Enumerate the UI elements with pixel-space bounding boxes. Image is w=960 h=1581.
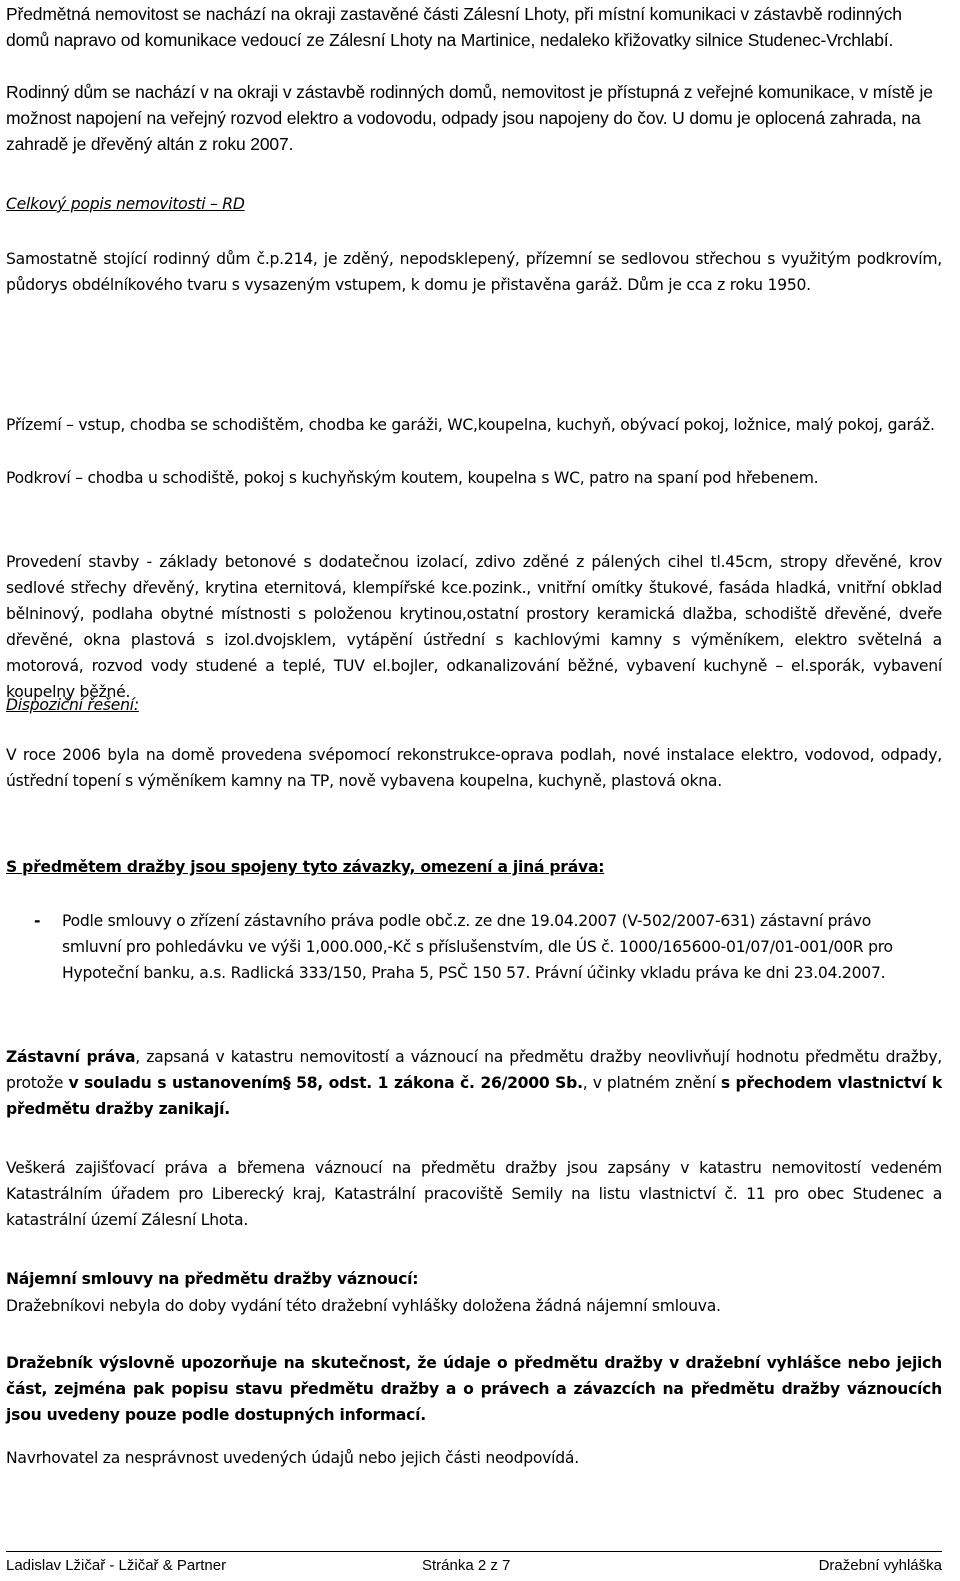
page-footer bbox=[6, 1551, 942, 1576]
lease-text: Dražebníkovi nebyla do doby vydání této dražební vyhlášky doložena žádná nájemní smlouva. bbox=[6, 1297, 721, 1315]
house-access-paragraph: Rodinný dům se nachází v na okraji v zástavbě rodinných domů, nemovitost je přístupná z veřejné komunikace, v místě je možnost napojení na veřejný rozvod elektro a vodovodu, odpady jsou napojeny do čov. U domu je oplocená zahrada, na zahradě je dřevěný altán z roku 2007. bbox=[6, 82, 933, 154]
reconstruction-paragraph: V roce 2006 byla na domě provedena svépomocí rekonstrukce-oprava podlah, nové instalace elektro, vodovod, odpady, ústřední topení s výměníkem kamny na TP, nově vybavena koupelna, kuchyně, plastová okna. bbox=[6, 746, 942, 790]
pledge-text-1: , zapsaná v katastru nemovitostí a váznoucí na předmětu dražby neovlivňují hodnotu předmětu dražby, protože bbox=[6, 1048, 942, 1092]
pledge-bold-3: s přechodem vlastnictví k předmětu dražby zanikají. bbox=[6, 1074, 942, 1118]
footer-page-number: Stránka 2 z 7 bbox=[422, 1557, 511, 1574]
pledge-paragraph bbox=[6, 1044, 942, 1122]
location-paragraph: Předmětná nemovitost se nachází na okraji zastavěné části Zálesní Lhoty, při místní komunikaci v zástavbě rodinných domů napravo od komunikace vedoucí ze Zálesní Lhoty na Martinice, nedaleko křižovatky silnice Studenec-Vrchlabí. bbox=[6, 4, 902, 50]
overall-description-text: Samostatně stojící rodinný dům č.p.214, je zděný, nepodsklepený, přízemní se sedlovou střechou s využitým podkrovím, půdorys obdélníkového tvaru s vysazeným vstupem, k domu je přistavěna garáž. Dům je cca z roku 1950. bbox=[6, 250, 942, 294]
liens-paragraph: Veškerá zajišťovací práva a břemena váznoucí na předmětu dražby jsou zapsány v katastru nemovitostí vedeném Katastrálním úřadem pro Liberecký kraj, Katastrální pracoviště Semily na listu vlastnictví č. 11 pro obec Studenec a katastrální území Zálesní Lhota. bbox=[6, 1159, 942, 1229]
footer-document-title: Dražební vyhláška bbox=[818, 1557, 942, 1574]
list-dash: - bbox=[34, 912, 41, 930]
pledge-bold-2: v souladu s ustanovením§ 58, odst. 1 zákona č. 26/2000 Sb. bbox=[68, 1074, 583, 1092]
obligation-list-item bbox=[6, 908, 900, 986]
layout-ground-floor: Přízemí – vstup, chodba se schodištěm, chodba ke garáži, WC,koupelna, kuchyň, obývací pokoj, ložnice, malý pokoj, garáž. bbox=[6, 416, 935, 434]
layout-heading: Dispoziční řešení: bbox=[6, 696, 139, 714]
disclaimer: Navrhovatel za nesprávnost uvedených údajů nebo jejich části neodpovídá. bbox=[6, 1449, 579, 1467]
overall-description-heading: Celkový popis nemovitosti – RD bbox=[6, 195, 245, 213]
pledge-bold-1: Zástavní práva bbox=[6, 1048, 136, 1066]
pledge-text-2: , v platném znění bbox=[582, 1074, 721, 1092]
layout-attic: Podkroví – chodba u schodiště, pokoj s kuchyňským koutem, koupelna s WC, patro na spaní pod hřebenem. bbox=[6, 469, 819, 487]
auctioneer-notice: Dražebník výslovně upozorňuje na skutečnost, že údaje o předmětu dražby v dražební vyhlášce nebo jejich část, zejména pak popisu stavu předmětu dražby a o právech a závazcích na předmětu dražby váznoucích jsou uvedeny pouze podle dostupných informací. bbox=[6, 1354, 942, 1424]
lease-heading: Nájemní smlouvy na předmětu dražby váznoucí: bbox=[6, 1270, 419, 1288]
footer-author: Ladislav Lžičař - Lžičař & Partner bbox=[6, 1557, 227, 1574]
construction-paragraph: Provedení stavby - základy betonové s dodatečnou izolací, zdivo zděné z pálených cihel tl.45cm, stropy dřevěné, krov sedlové střechy dřevěný, krytina eternitová, klempířské kce.pozink., vnitřní omítky štukové, fasáda hladká, vnitřní obklad bělninový, podlaha obytné místnosti s položenou krytinou,ostatní prostory keramická dlažba, schodiště dřevěné, dveře dřevěné, okna plastová s izol.dvojsklem, vytápění ústřední s kachlovými kamny s výměníkem, elektro světelná a motorová, rozvod vody studené a teplé, TUV el.bojler, odkanalizování běžné, vybavení kuchyně – el.sporák, vybavení koupelny běžné. bbox=[6, 553, 942, 701]
obligations-heading: S předmětem dražby jsou spojeny tyto závazky, omezení a jiná práva: bbox=[6, 858, 605, 876]
obligation-item-text: Podle smlouvy o zřízení zástavního práva podle obč.z. ze dne 19.04.2007 (V-502/2007-631) zástavní právo smluvní pro pohledávku ve výši 1,000.000,-Kč s příslušenstvím, dle ÚS č. 1000/165600-01/07/01-001/00R pro Hypoteční banku, a.s. Radlická 333/150, Praha 5, PSČ 150 57. Právní účinky vkladu práva ke dni 23.04.2007. bbox=[62, 912, 893, 982]
